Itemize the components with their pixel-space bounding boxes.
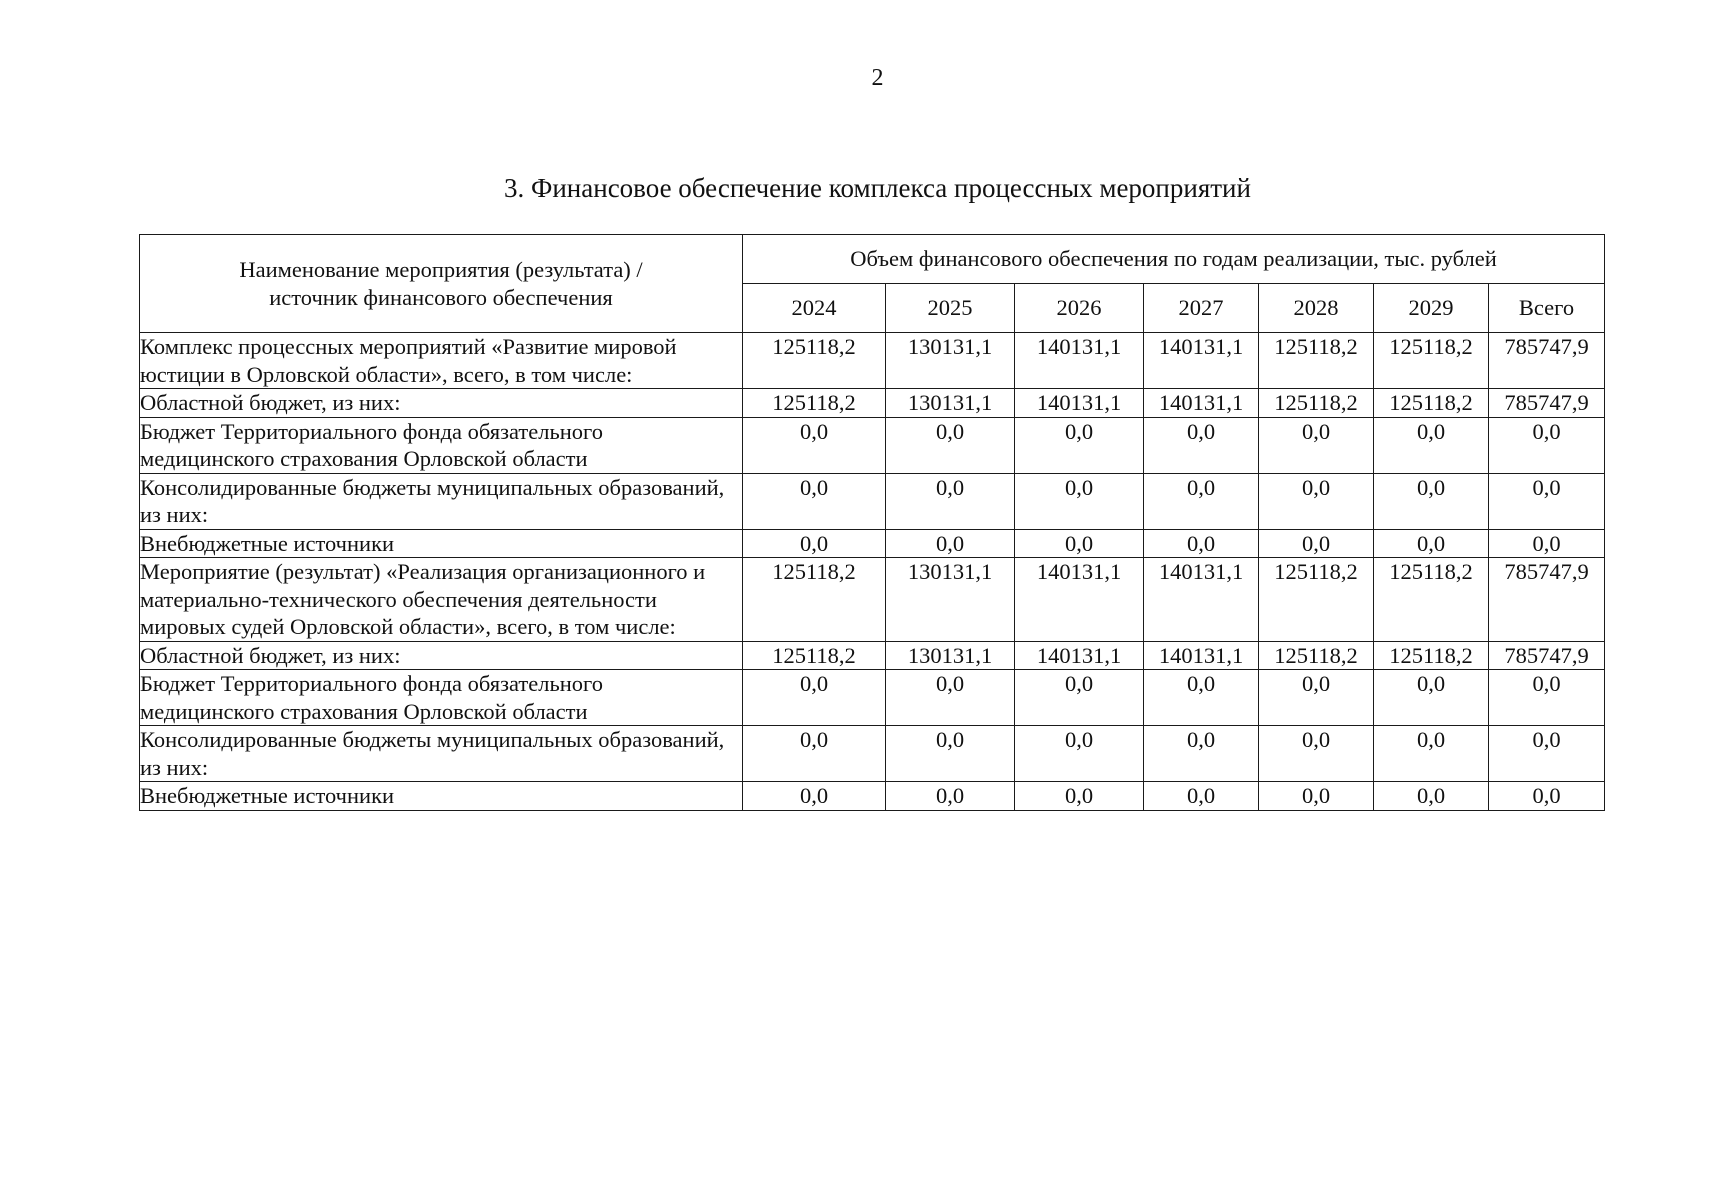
value-cell: 125118,2 [1374,558,1489,642]
value-cell: 0,0 [1259,473,1374,529]
value-cell: 130131,1 [886,558,1015,642]
value-cell: 0,0 [1374,726,1489,782]
value-cell: 125118,2 [743,389,886,418]
value-cell: 0,0 [1144,529,1259,558]
year-header-total: Всего [1489,284,1605,333]
value-cell: 125118,2 [1259,389,1374,418]
value-cell: 0,0 [1374,670,1489,726]
table-row [140,641,1605,670]
value-cell: 0,0 [1259,670,1374,726]
value-cell: 130131,1 [886,389,1015,418]
value-cell: 0,0 [1374,473,1489,529]
row-label: Бюджет Территориального фонда обязательного медицинского страхования Орловской области [140,417,743,473]
financing-table [139,234,1605,811]
value-cell: 0,0 [1259,529,1374,558]
value-cell: 0,0 [1374,417,1489,473]
value-cell: 0,0 [1489,473,1605,529]
value-cell: 125118,2 [1374,333,1489,389]
value-cell: 0,0 [743,782,886,811]
value-cell: 0,0 [886,670,1015,726]
value-cell: 0,0 [1015,473,1144,529]
value-cell: 0,0 [886,782,1015,811]
page-number: 2 [871,65,884,91]
value-cell: 140131,1 [1015,389,1144,418]
value-cell: 0,0 [1015,529,1144,558]
value-cell: 0,0 [1259,726,1374,782]
row-label: Внебюджетные источники [140,782,743,811]
value-cell: 0,0 [1489,670,1605,726]
value-cell: 0,0 [1259,417,1374,473]
value-cell: 0,0 [743,417,886,473]
row-label: Внебюджетные источники [140,529,743,558]
table-row [140,473,1605,529]
row-label: Консолидированные бюджеты муниципальных образований, из них: [140,726,743,782]
value-cell: 0,0 [1489,782,1605,811]
value-cell: 0,0 [743,670,886,726]
value-cell: 0,0 [743,529,886,558]
name-header-line-2: источник финансового обеспечения [269,284,613,310]
value-cell: 0,0 [1144,726,1259,782]
value-cell: 0,0 [1144,670,1259,726]
value-cell: 0,0 [1015,417,1144,473]
value-cell: 0,0 [1489,529,1605,558]
value-cell: 785747,9 [1489,641,1605,670]
value-cell: 785747,9 [1489,558,1605,642]
value-cell: 125118,2 [1374,389,1489,418]
value-cell: 140131,1 [1144,389,1259,418]
value-cell: 130131,1 [886,333,1015,389]
value-cell: 0,0 [1489,417,1605,473]
table-header [140,235,1605,333]
value-cell: 0,0 [743,473,886,529]
table-row [140,558,1605,642]
value-cell: 130131,1 [886,641,1015,670]
year-header-2028: 2028 [1259,284,1374,333]
row-label: Областной бюджет, из них: [140,641,743,670]
value-cell: 0,0 [886,529,1015,558]
value-cell: 140131,1 [1015,558,1144,642]
value-cell: 0,0 [886,726,1015,782]
table-row [140,333,1605,389]
value-cell: 0,0 [1015,782,1144,811]
value-cell: 125118,2 [1374,641,1489,670]
value-cell: 125118,2 [1259,558,1374,642]
value-cell: 0,0 [1144,417,1259,473]
value-cell: 125118,2 [743,641,886,670]
value-cell: 125118,2 [1259,641,1374,670]
table-row [140,726,1605,782]
value-cell: 140131,1 [1015,333,1144,389]
row-label: Консолидированные бюджеты муниципальных образований, из них: [140,473,743,529]
value-cell: 140131,1 [1015,641,1144,670]
value-cell: 0,0 [886,417,1015,473]
table-row [140,417,1605,473]
name-column-header [140,235,743,333]
value-cell: 0,0 [1015,726,1144,782]
value-cell: 0,0 [743,726,886,782]
year-header-2027: 2027 [1144,284,1259,333]
header-row-top [140,235,1605,284]
value-cell: 0,0 [1144,782,1259,811]
section-title: 3. Финансовое обеспечение комплекса процессных мероприятий [504,173,1251,203]
value-cell: 0,0 [1144,473,1259,529]
value-cell: 0,0 [1259,782,1374,811]
table-body [140,333,1605,811]
value-cell: 140131,1 [1144,333,1259,389]
row-label: Мероприятие (результат) «Реализация организационного и материально-технического обеспечения деятельности мировых судей Орловской области», всего, в том числе: [140,558,743,642]
row-label: Бюджет Территориального фонда обязательного медицинского страхования Орловской области [140,670,743,726]
value-cell: 0,0 [1374,782,1489,811]
value-cell: 0,0 [1015,670,1144,726]
value-cell: 0,0 [1374,529,1489,558]
value-cell: 785747,9 [1489,389,1605,418]
value-cell: 0,0 [1489,726,1605,782]
value-cell: 140131,1 [1144,641,1259,670]
table-row [140,389,1605,418]
table-row [140,670,1605,726]
value-cell: 140131,1 [1144,558,1259,642]
row-label: Комплекс процессных мероприятий «Развитие мировой юстиции в Орловской области», всего, в том числе: [140,333,743,389]
row-label: Областной бюджет, из них: [140,389,743,418]
name-header-line-1: Наименование мероприятия (результата) / [239,257,643,282]
volume-group-header: Объем финансового обеспечения по годам реализации, тыс. рублей [743,235,1605,284]
year-header-2024: 2024 [743,284,886,333]
value-cell: 785747,9 [1489,333,1605,389]
year-header-2025: 2025 [886,284,1015,333]
value-cell: 125118,2 [743,558,886,642]
year-header-2026: 2026 [1015,284,1144,333]
value-cell: 125118,2 [743,333,886,389]
value-cell: 125118,2 [1259,333,1374,389]
value-cell: 0,0 [886,473,1015,529]
year-header-2029: 2029 [1374,284,1489,333]
table-row [140,782,1605,811]
table-row [140,529,1605,558]
